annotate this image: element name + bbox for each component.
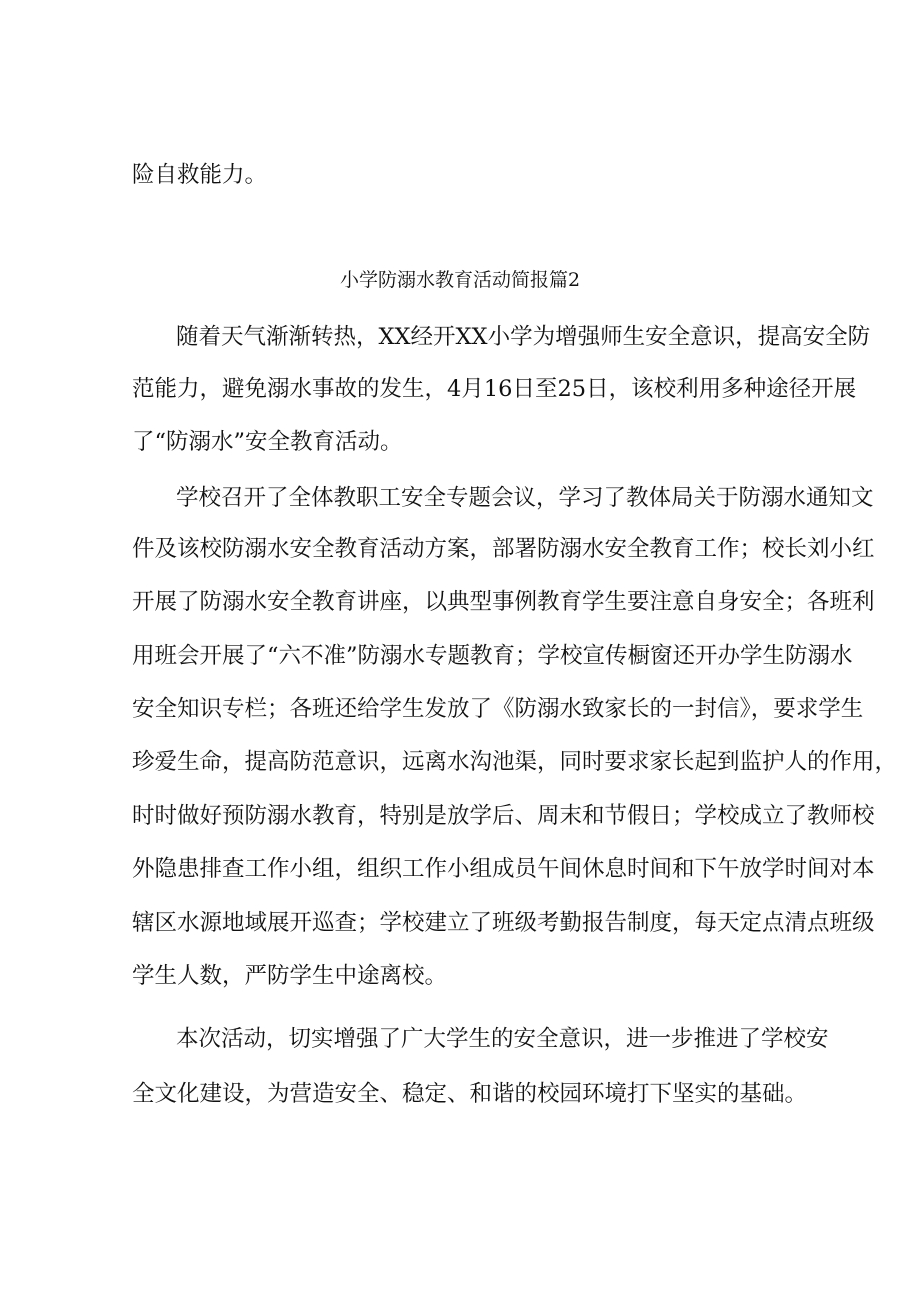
- paragraph-line: 开展了防溺水安全教育讲座，以典型事例教育学生要注意自身安全；各班利: [132, 589, 875, 615]
- paragraph-line: 安全知识专栏；各班还给学生发放了《防溺水致家长的一封信》，要求学生: [132, 696, 864, 722]
- paragraph-line: 范能力，避免溺水事故的发生，4月16日至25日，该校利用多种途径开展: [132, 376, 857, 402]
- paragraph-line: 学生人数，严防学生中途离校。: [132, 963, 448, 989]
- paragraph-line: 了“防溺水”安全教育活动。: [132, 429, 403, 455]
- paragraph-line: 辖区水源地域展开巡查；学校建立了班级考勤报告制度，每天定点清点班级: [132, 910, 875, 936]
- paragraph-line: 件及该校防溺水安全教育活动方案，部署防溺水安全教育工作；校长刘小红: [132, 536, 875, 562]
- paragraph-line: 外隐患排查工作小组，组织工作小组成员午间休息时间和下午放学时间对本: [132, 856, 875, 882]
- paragraph-line: 珍爱生命，提高防范意识，远离水沟池渠，同时要求家长起到监护人的作用，: [132, 749, 898, 775]
- section-title: 小学防溺水教育活动简报篇2: [339, 269, 581, 291]
- paragraph-line: 学校召开了全体教职工安全专题会议，学习了教体局关于防溺水通知文: [176, 485, 874, 511]
- paragraph-line: 本次活动，切实增强了广大学生的安全意识，进一步推进了学校安: [176, 1026, 829, 1052]
- paragraph-line: 时时做好预防溺水教育，特别是放学后、周末和节假日；学校成立了教师校: [132, 803, 875, 829]
- paragraph-line: 用班会开展了“六不准”防溺水专题教育；学校宣传橱窗还开办学生防溺水: [132, 643, 853, 669]
- paragraph-line: 全文化建设，为营造安全、稳定、和谐的校园环境打下坚实的基础。: [132, 1081, 808, 1107]
- paragraph-line: 随着天气渐渐转热，XX经开XX小学为增强师生安全意识，提高安全防: [176, 324, 871, 350]
- continuation-text: 险自救能力。: [132, 162, 268, 188]
